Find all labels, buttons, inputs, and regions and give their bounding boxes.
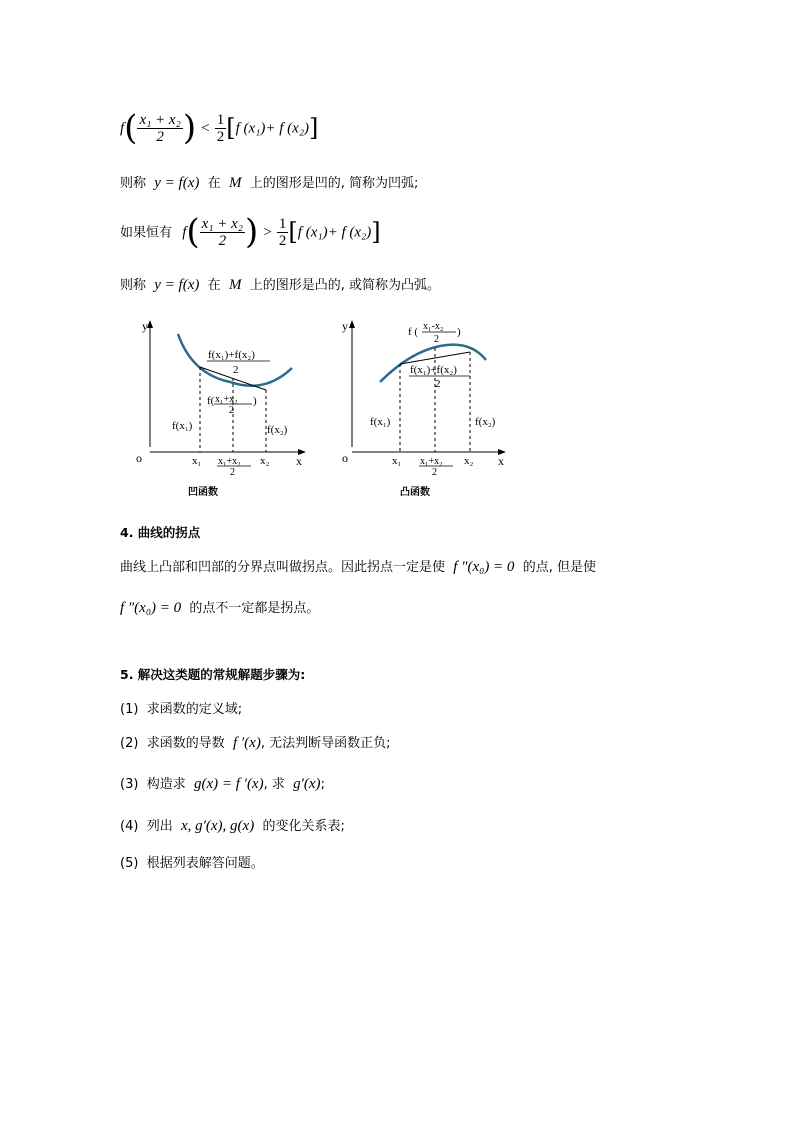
- concavity-figures: [130, 312, 530, 502]
- left-chord-num: f(x₁)+f(x₂): [208, 349, 255, 361]
- left-fx2: f(x₂): [267, 424, 288, 436]
- convex-figure: [342, 319, 506, 498]
- left-mid-suffix: ): [253, 395, 257, 407]
- right-top-num: x₁-x₂: [423, 321, 444, 332]
- step-4: (4) 列出 x, g′(x), g(x) 的变化关系表;: [120, 818, 345, 834]
- left-mid-den: 2: [229, 405, 234, 416]
- concave-figure: [136, 319, 306, 498]
- section4-heading: 4. 曲线的拐点: [120, 525, 201, 540]
- left-xmid-den: 2: [230, 467, 235, 478]
- left-origin-label: o: [136, 451, 142, 465]
- step-5: (5) 根据列表解答问题。: [120, 856, 264, 871]
- left-mid-prefix: f(: [207, 395, 215, 407]
- right-xmid-num: x₁+x₂: [420, 456, 443, 467]
- right-x-label: x: [498, 454, 504, 468]
- section4-paragraph-line2: f ″(x₀) = 0 的点不一定都是拐点。: [120, 600, 320, 616]
- inflection-formula-1: f ″(x₀) = 0: [453, 559, 515, 575]
- left-x1: x₁: [192, 455, 202, 467]
- convex-inequality: 如果恒有 f( $\frac{\text{x₁ + x₂}}{2}$ ) > $\frac{1}{2}$ [f (x₁)+ f (x₂)]: [120, 212, 381, 252]
- step-3: (3) 构造求 g(x) = f ′(x), 求 g′(x);: [120, 776, 325, 792]
- right-fx2: f(x₂): [475, 416, 496, 428]
- right-top-den: 2: [434, 334, 439, 345]
- right-top-prefix: f (: [408, 326, 419, 338]
- right-chord-den: 2: [435, 378, 441, 390]
- right-origin-label: o: [342, 451, 348, 465]
- left-chord-den: 2: [233, 364, 239, 376]
- right-x1: x₁: [392, 455, 402, 467]
- right-x2: x₂: [464, 455, 474, 467]
- inequality-fraction: $\frac{\text{x₁ + x₂}}{2}$: [139, 111, 181, 145]
- concave-definition: 则称 y = f(x) 在 M 上的图形是凹的, 简称为凹弧;: [120, 175, 419, 191]
- right-y-label: y: [342, 319, 348, 333]
- right-fx1: f(x₁): [370, 416, 391, 428]
- left-fx1: f(x₁): [172, 420, 193, 432]
- left-x2: x₂: [260, 455, 270, 467]
- concave-inequality: f( $\frac{\text{x₁ + x₂}}{2}$ ) < $\frac{1}{2}$ [f (x₁)+ f (x₂)]: [120, 108, 319, 148]
- inflection-formula-2: f ″(x₀) = 0: [120, 600, 182, 616]
- step-1: (1) 求函数的定义域;: [120, 702, 243, 717]
- section5-heading: 5. 解决这类题的常规解题步骤为:: [120, 667, 306, 682]
- left-xmid-num: x₁+x₂: [218, 456, 241, 467]
- left-mid-num: x₁+x₂: [215, 394, 238, 405]
- left-y-label: y: [142, 319, 148, 333]
- right-caption: 凸函数: [400, 487, 430, 498]
- step-2: (2) 求函数的导数 f ′(x), 无法判断导函数正负;: [120, 735, 391, 751]
- right-top-suffix: ): [457, 326, 461, 338]
- right-xmid-den: 2: [432, 467, 437, 478]
- left-caption: 凹函数: [188, 487, 218, 498]
- section4-paragraph-line1: 曲线上凸部和凹部的分界点叫做拐点。因此拐点一定是使 f ″(x₀) = 0 的点, 但是使: [120, 559, 596, 575]
- left-x-label: x: [296, 454, 302, 468]
- right-chord-num: f(x₁)+f(x₂): [410, 364, 457, 376]
- convex-definition: 则称 y = f(x) 在 M 上的图形是凸的, 或简称为凸弧。: [120, 277, 440, 293]
